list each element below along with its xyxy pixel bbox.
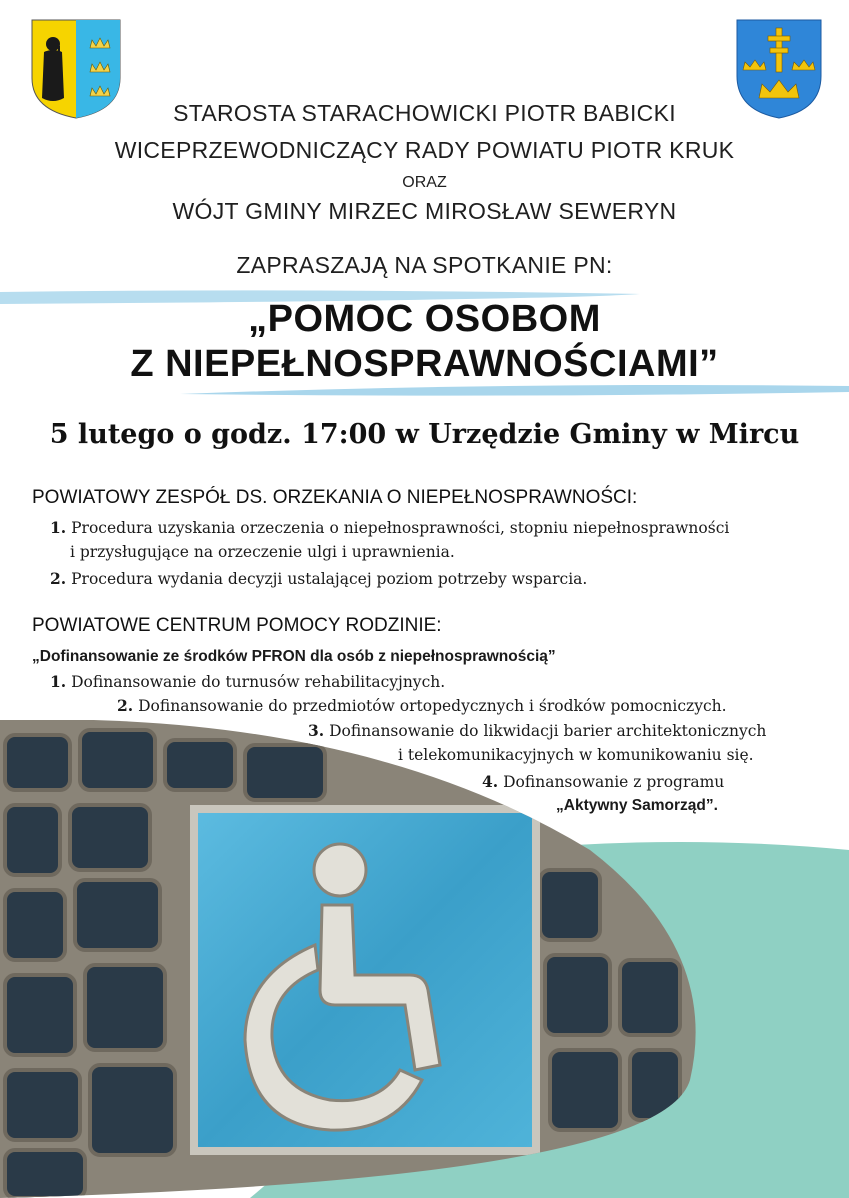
section2-item [482,772,724,791]
header-line-starosta: STAROSTA STARACHOWICKI PIOTR BABICKI [173,100,676,126]
item-number: 2. [117,696,134,715]
item-number: 1. [50,518,67,537]
section2-item [50,672,445,691]
item-number: 3. [308,721,325,740]
section2-item [117,696,727,715]
event-date-place: 5 lutego o godz. 17:00 w Urzędzie Gminy w Mircu [49,419,800,450]
section2-item-continuation: „Aktywny Samorząd”. [556,797,718,814]
item-text: Procedura uzyskania orzeczenia o niepełnosprawności, stopniu niepełnosprawności [71,519,730,537]
event-title-line1: „POMOC OSOBOM [248,298,601,340]
header-line-vice-chair: WICEPRZEWODNICZĄCY RADY POWIATU PIOTR KRUK [114,137,735,163]
section1-item [50,569,587,588]
section2-heading: POWIATOWE CENTRUM POMOCY RODZINIE: [32,615,442,636]
item-text: Dofinansowanie do przedmiotów ortopedycznych i środków pomocniczych. [138,697,727,715]
section1-item-continuation: i przysługujące na orzeczenie ulgi i uprawnienia. [70,543,455,561]
header-line-wojt: WÓJT GMINY MIRZEC MIROSŁAW SEWERYN [172,198,677,224]
section2-item-continuation: i telekomunikacyjnych w komunikowaniu się. [398,746,754,764]
item-text: Dofinansowanie z programu [503,773,725,791]
section2-item [308,721,766,740]
header-line-oraz: ORAZ [402,174,447,191]
event-title-line2: Z NIEPEŁNOSPRAWNOŚCIAMI” [130,343,719,385]
item-number: 4. [482,772,499,791]
wheelchair-photo [0,720,760,1198]
item-text: Dofinansowanie do likwidacji barier architektonicznych [329,722,767,740]
item-number: 1. [50,672,67,691]
section1-item [50,518,729,537]
section2-subheading: „Dofinansowanie ze środków PFRON dla osób z niepełnosprawnością” [32,648,556,665]
item-text: Dofinansowanie do turnusów rehabilitacyjnych. [71,673,446,691]
section1-heading: POWIATOWY ZESPÓŁ DS. ORZEKANIA O NIEPEŁNOSPRAWNOŚCI: [32,487,638,508]
invite-line: ZAPRASZAJĄ NA SPOTKANIE PN: [236,252,613,278]
item-text: Procedura wydania decyzji ustalającej poziom potrzeby wsparcia. [71,570,588,588]
item-number: 2. [50,569,67,588]
